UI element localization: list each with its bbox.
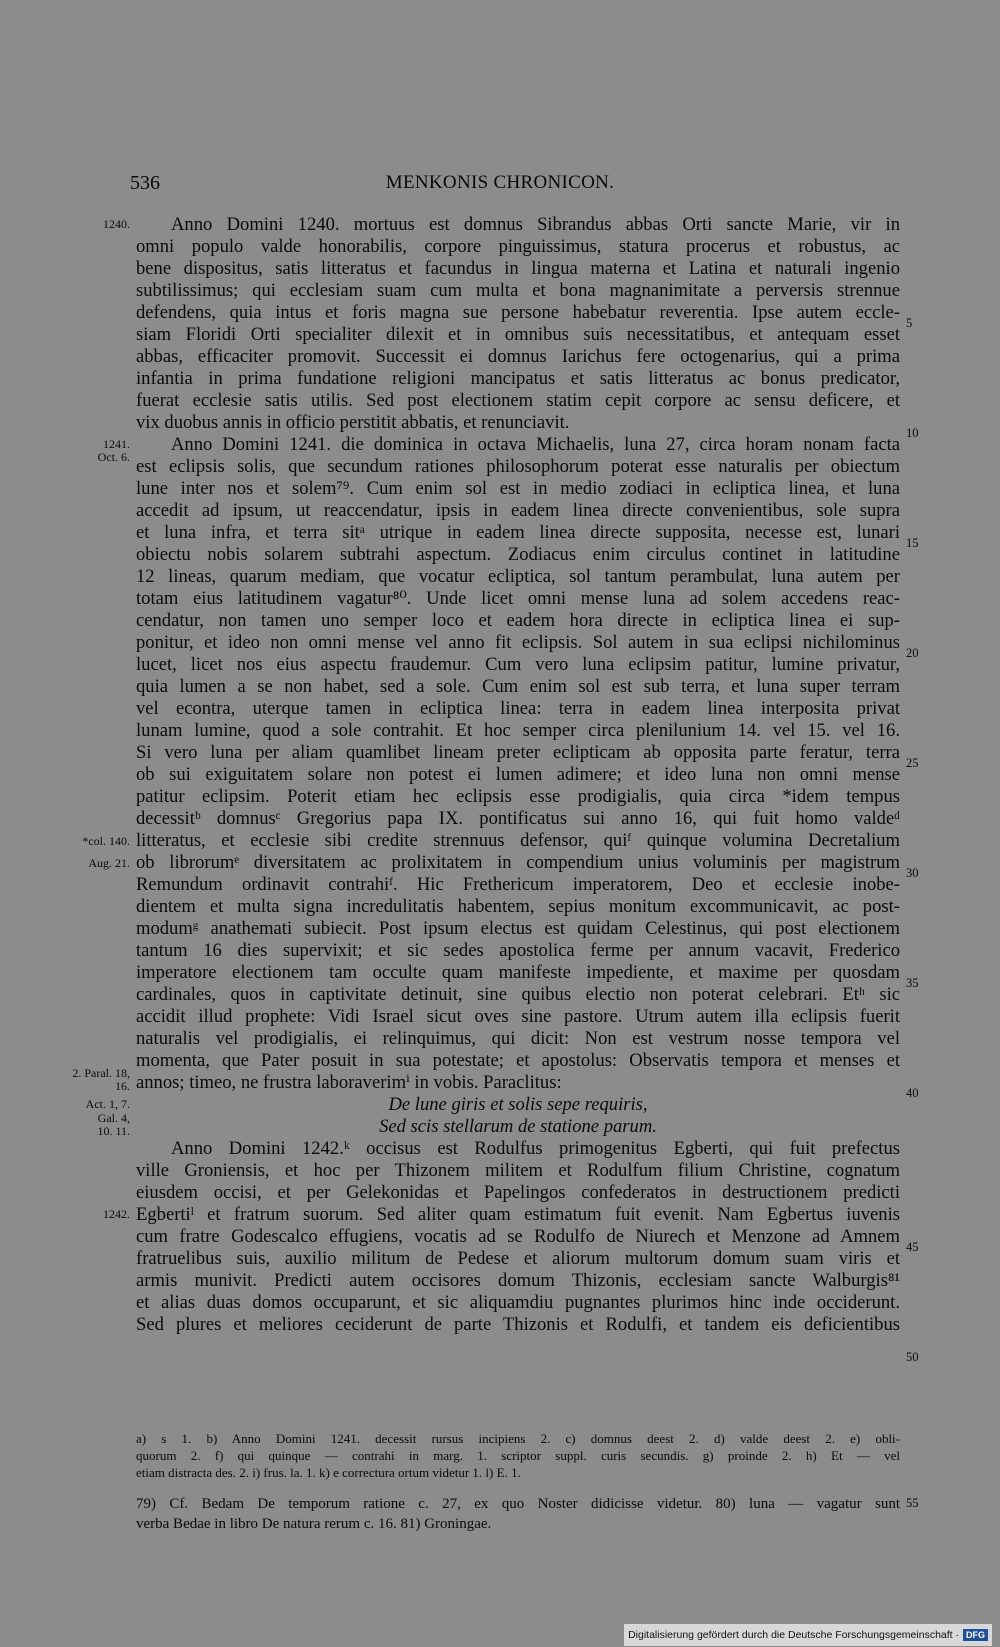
text-line: litteratus, et ecclesie sibi credite strennuus defensor, quiᶠ quinque volumina Decretalium xyxy=(136,830,900,851)
running-title: MENKONIS CHRONICON. xyxy=(385,172,615,193)
digitization-credit xyxy=(624,1624,992,1646)
apparatus-line: a) s 1. b) Anno Domini 1241. decessit rursus incipiens 2. c) domnus deest 2. d) valde deest 2. e) obli- xyxy=(136,1431,900,1446)
line-number: 25 xyxy=(906,756,919,770)
line-number: 55 xyxy=(906,1496,919,1510)
text-line: vix duobus annis in officio perstitit abbatis, et renunciavit. xyxy=(136,412,570,433)
line-number: 40 xyxy=(906,1086,919,1100)
verse-line: De lune giris et solis sepe requiris, xyxy=(388,1094,648,1115)
text-line: fuerat ecclesie satis utilis. Sed post electionem statim cepit corpore ac sensu deficere, et xyxy=(136,390,900,411)
text-line: defendens, quia intus et foris magna sue persone habebatur reverentia. Ipse autem eccle- xyxy=(136,302,900,323)
margin-year-1240: 1240. xyxy=(103,217,130,231)
page-number: 536 xyxy=(130,172,160,194)
text-line: Anno Domini 1241. die dominica in octava Michaelis, luna 27, circa horam nonam facta xyxy=(171,434,900,455)
text-line: cendatur, non tamen uno semper loco et eadem hora directe in ecliptica linea ei sup- xyxy=(136,610,900,631)
line-number: 5 xyxy=(906,316,913,330)
critical-apparatus xyxy=(136,1430,900,1481)
text-line: Egbertiˡ et fratrum suorum. Sed aliter quam estimatum fuit evenit. Nam Egbertus iuvenis xyxy=(136,1204,900,1225)
line-number: 35 xyxy=(906,976,919,990)
text-line: momenta, que Pater posuit in sua potestate; et apostolus: Observatis tempora et menses et xyxy=(136,1050,900,1071)
text-line: lucet, licet nos eius aspectu fraudemur. Cum vero luna eclipsim patitur, lumine privatur, xyxy=(136,654,900,675)
margin-ref-gal: Gal. 4, 10. 11. xyxy=(97,1111,130,1138)
apparatus-line: etiam distracta des. 2. i) frus. la. 1. k) e correctura ortum videtur 1. l) E. 1. xyxy=(136,1465,521,1480)
main-text xyxy=(136,214,900,1336)
text-line: vel econtra, uterque tamen in ecliptica linea: terra in eadem linea interposita privat xyxy=(136,698,900,719)
line-number: 30 xyxy=(906,866,919,880)
text-line: decessitᵇ domnusᶜ Gregorius papa IX. pontificatus sui anno 16, qui fuit homo valdeᵈ xyxy=(136,808,900,829)
text-line: naturalis vel prodigialis, ei relinquimus, qui dicit: Non est vestrum nosse tempora vel xyxy=(136,1028,900,1049)
line-number: 10 xyxy=(906,426,919,440)
footnotes xyxy=(136,1494,900,1534)
text-line: lune inter nos et solem⁷⁹. Cum enim sol est in medio zodiaci in ecliptica linea, et luna xyxy=(136,478,900,499)
margin-year-1241: 1241. xyxy=(103,437,130,451)
text-line: et alias duas domos occuparunt, et sic aliquamdiu pugnantes plurimos hinc inde occiderunt. xyxy=(136,1292,900,1313)
text-line: lunam lumine, quod a sole contrahit. Et hoc semper circa plenilunium 14. vel 15. vel 16. xyxy=(136,720,900,741)
text-line: totam eius latitudinem vagatur⁸⁰. Unde licet omni mense luna ad solem accedens reac- xyxy=(136,588,900,609)
text-line: omni populo valde honorabilis, corpore pinguissimus, statura procerus et robustus, ac xyxy=(136,236,900,257)
margin-ref-act: Act. 1, 7. xyxy=(85,1097,130,1111)
margin-ref-paral: 2. Paral. 18, 16. xyxy=(72,1066,130,1093)
text-line: siam Floridi Orti specialiter dilexit et in omnibus suis necessitatibus, et antequam esset xyxy=(136,324,900,345)
text-line: est eclipsis solis, que secundum rationes philosophorum poterat esse naturalis per obiectum xyxy=(136,456,900,477)
text-line: ob librorumᵉ diversitatem ac prolixitatem in compendium unius voluminis per magistrum xyxy=(136,852,900,873)
text-line: abbas, efficaciter promovit. Successit ei domnus Iarichus fere octogenarius, qui a prima xyxy=(136,346,900,367)
text-line: Remundum ordinavit contrahiᶠ. Hic Frethericum imperatorem, Deo et ecclesie inobe- xyxy=(136,874,900,895)
footnote-line: 79) Cf. Bedam De temporum ratione c. 27, ex quo Noster didicisse videtur. 80) luna — vagatur sunt xyxy=(136,1496,900,1512)
text-line: modumᵍ anathemati subiecit. Post ipsum electus est quidam Celestinus, qui post electionem xyxy=(136,918,900,939)
text-line: patitur eclipsim. Poterit etiam hec eclipsis esse prodigialis, quia circa *idem tempus xyxy=(136,786,900,807)
margin-date-aug: Aug. 21. xyxy=(88,856,130,870)
text-line: Si vero luna per aliam quamlibet lineam preter eclipticam ab opposita parte feratur, terra xyxy=(136,742,900,763)
text-line: ob sui exiguitatem solare non potest ei lumen adimere; et ideo luna non omni mense xyxy=(136,764,900,785)
text-line: cardinales, quos in captivitate detinuit, sine quibus electio non poterat celebrari. Etʰ sic xyxy=(136,984,900,1005)
apparatus-line: quorum 2. f) qui quinque — contrahi in marg. 1. scriptor suppl. curis secundis. g) proinde 2. h) Et — vel xyxy=(136,1448,900,1463)
text-line: ville Groniensis, et hoc per Thizonem militem et Rodulfum filium Christine, cognatum xyxy=(136,1160,900,1181)
text-line: infantia in prima fundatione religioni mancipatus et satis litteratus ac bonus predicator, xyxy=(136,368,900,389)
text-line: armis munivit. Predicti autem occisores domum Thizonis, ecclesiam sancte Walburgis⁸¹ xyxy=(136,1270,900,1291)
verse-line: Sed scis stellarum de statione parum. xyxy=(379,1116,657,1137)
footnote-line: verba Bedae in libro De natura rerum c. 16. 81) Groningae. xyxy=(136,1516,492,1532)
text-line: obiectu nobis solarem subtrahi aspectum. Zodiacus enim circulus continet in latitudine xyxy=(136,544,900,565)
line-number: 45 xyxy=(906,1240,919,1254)
text-line: fratruelibus suis, auxilio militum de Pedese et aliorum multorum domum suam viris et xyxy=(136,1248,900,1269)
margin-date-oct: Oct. 6. xyxy=(97,450,130,464)
text-line: eiusdem occisi, et per Gelekonidas et Papelingos confederatos in destructionem predicti xyxy=(136,1182,900,1203)
margin-year-1242: 1242. xyxy=(103,1207,130,1221)
text-line: accidit illud prophete: Vidi Israel sicut oves sine pastore. Utrum autem illa eclipsis fuerit xyxy=(136,1006,900,1027)
line-number: 50 xyxy=(906,1350,919,1364)
text-line: bene dispositus, satis litteratus et facundus in lingua materna et Latina et naturali ingenio xyxy=(136,258,900,279)
dfg-logo: DFG xyxy=(963,1629,988,1641)
text-line: cum fratre Godescalco effugiens, vocatis ad se Rodulfo de Niurech et Menzone ad Amnem xyxy=(136,1226,900,1247)
text-line: Sed plures et meliores ceciderunt de parte Thizonis et Rodulfi, et tandem eis deficientibus xyxy=(136,1314,900,1335)
margin-col-ref: *col. 140. xyxy=(82,834,130,848)
credit-text: Digitalisierung gefördert durch die Deutsche Forschungsgemeinschaft · xyxy=(628,1629,959,1641)
line-number: 20 xyxy=(906,646,919,660)
text-line: imperatore electionem tam occulte quam manifeste impediente, et maxime per quosdam xyxy=(136,962,900,983)
text-line: 12 lineas, quarum mediam, que vocatur ecliptica, sol tantum perambulat, luna autem per xyxy=(136,566,900,587)
line-number: 15 xyxy=(906,536,919,550)
text-line: accedit ad ipsum, ut reaccendatur, ipsis in eadem linea directe convenientibus, sole supra xyxy=(136,500,900,521)
text-line: Anno Domini 1242.ᵏ occisus est Rodulfus primogenitus Egberti, qui fuit prefectus xyxy=(171,1138,900,1159)
text-line: annos; timeo, ne frustra laboraverimⁱ in vobis. Paraclitus: xyxy=(136,1072,562,1093)
text-line: Anno Domini 1240. mortuus est domnus Sibrandus abbas Orti sancte Marie, vir in xyxy=(171,214,900,235)
text-line: et luna infra, et terra sitᵃ utrique in eadem linea directe supposita, necesse est, lunari xyxy=(136,522,900,543)
text-line: subtilissimus; qui ecclesiam suam cum multa et bona magnanimitate a perversis strennue xyxy=(136,280,900,301)
text-line: quia lumen a se non habet, sed a sole. Cum enim sol est sub terra, et luna super terram xyxy=(136,676,900,697)
text-line: dientem et multa signa incredulitatis habentem, sepius monitum excommunicavit, ac post- xyxy=(136,896,900,917)
text-line: ponitur, et ideo non omni mense vel anno fit eclipsis. Sol autem in sua eclipsi nichilominus xyxy=(136,632,900,653)
text-line: tantum 16 dies supervixit; et sic sedes apostolica ferme per annum vacavit, Frederico xyxy=(136,940,900,961)
